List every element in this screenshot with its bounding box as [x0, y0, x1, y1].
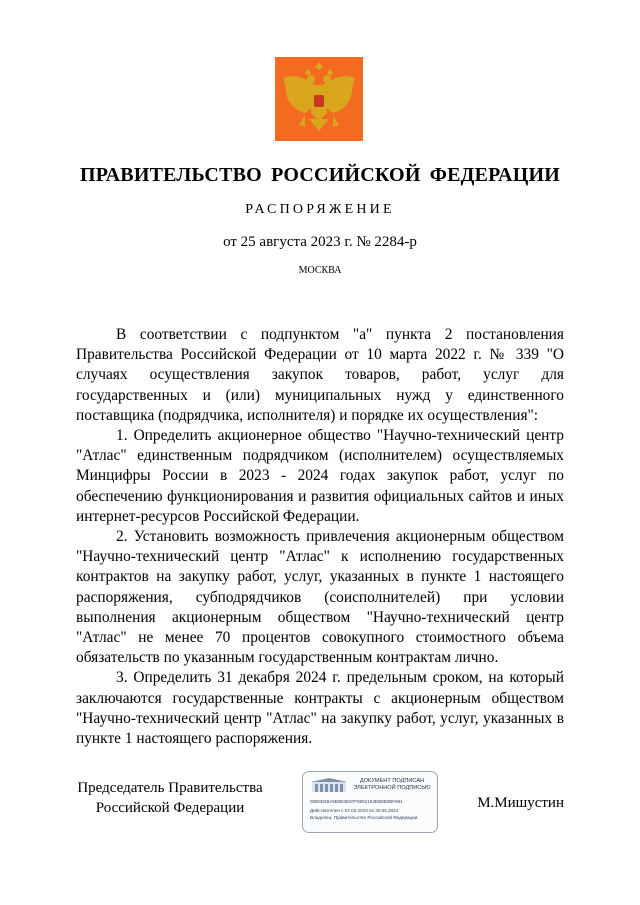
stamp-title-line1: ДОКУМЕНТ ПОДПИСАН — [359, 778, 425, 784]
paragraph-3: 3. Определить 31 декабря 2024 г. предельным сроком, на который заключаются государственные контракты с акционерным обществом "Научно-технический центр "Атлас" на закупку работ, услуг, указанных в пункте 1 настоящего распоряжения. — [76, 669, 564, 748]
signatory-position-line1: Председатель Правительства — [77, 780, 263, 796]
document-body — [76, 325, 564, 749]
document-city: МОСКВА — [298, 265, 342, 276]
stamp-validity: Действителен с 07.03.2023 по 30.05.2024 — [310, 808, 399, 813]
stamp-title — [349, 778, 435, 792]
signatory-position — [70, 778, 270, 818]
stamp-logo-icon — [310, 778, 348, 794]
stamp-owner: Владелец: Правительство Российской Федерации — [310, 815, 418, 820]
stamp-title-line2: ЭЛЕКТРОННОЙ ПОДПИСЬЮ — [353, 785, 431, 791]
coat-of-arms-icon — [275, 57, 363, 141]
paragraph-2: 2. Установить возможность привлечения акционерным обществом "Научно-технический центр "Атлас" к исполнению государственных контрактов на закупку работ, услуг, указанных в пункте 1 настоящего распоряжения, субподрядчиков (соисполнителей) при условии выполнения акционерным обществом "Научно-технический центр "Атлас" не менее 70 процентов совокупного стоимостного объема обязательств по указанным государственным контрактам лично. — [76, 528, 564, 667]
document-date-number: от 25 августа 2023 г. № 2284-р — [223, 234, 417, 250]
government-title: ПРАВИТЕЛЬСТВО РОССИЙСКОЙ ФЕДЕРАЦИИ — [80, 164, 560, 186]
paragraph-preamble: В соответствии с подпунктом "а" пункта 2 постановления Правительства Российской Федерации от 10 марта 2022 г. № 339 "О случаях осуществления закупок товаров, работ, услуг для государственных и (или) муниципальных нужд у единственного поставщика (подрядчика, исполнителя) и порядке их осуществления": — [76, 326, 564, 424]
electronic-signature-stamp — [302, 771, 438, 833]
signatory-position-line2: Российской Федерации — [95, 800, 245, 816]
document-type: РАСПОРЯЖЕНИЕ — [245, 202, 395, 217]
paragraph-1: 1. Определить акционерное общество "Научно-технический центр "Атлас" единственным подрядчиком (исполнителем) осуществляемых Минцифры России в 2023 - 2024 годах закупок работ, услуг по обеспечению функционирования и развития официальных сайтов и иных интернет-ресурсов Российской Федерации. — [76, 427, 564, 525]
signatory-name: М.Мишустин — [477, 795, 564, 811]
stamp-serial: 00B0D38A5B0E0E97F5952183EB0B0BF891 — [310, 799, 403, 804]
